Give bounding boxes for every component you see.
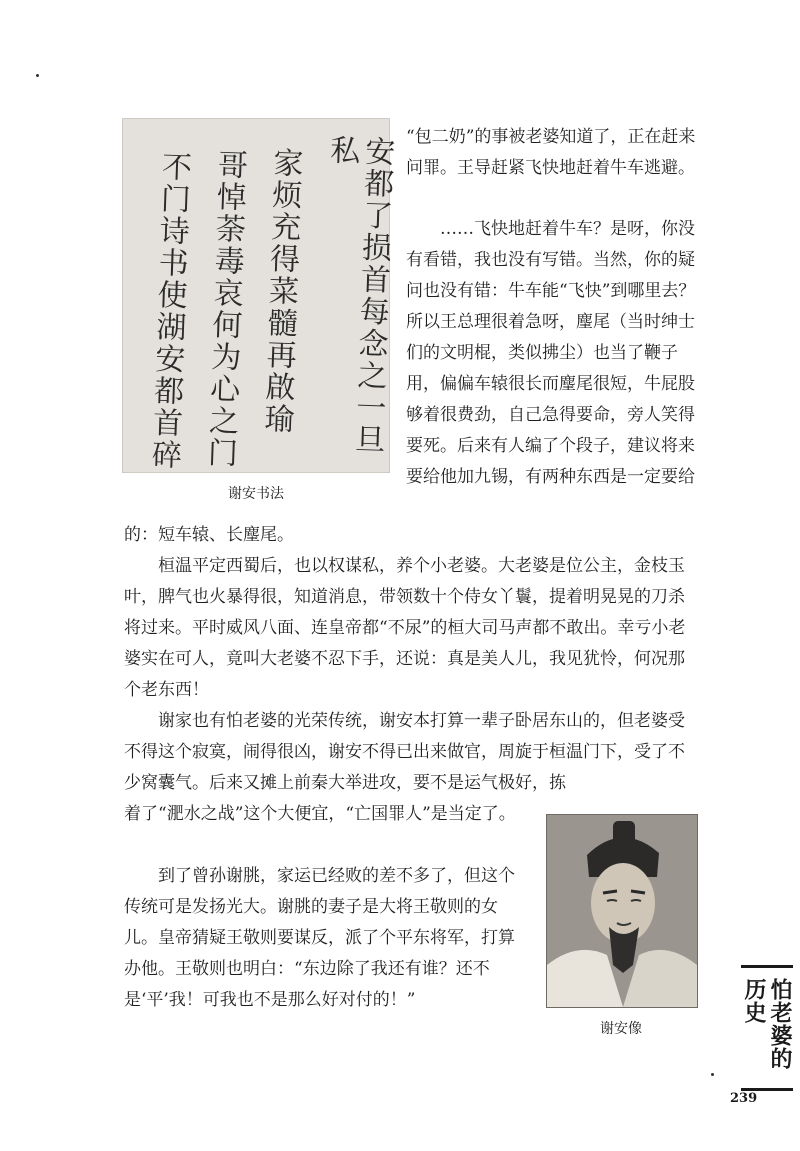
scan-speck (36, 74, 39, 77)
paragraph-ox-cart: ……飞快地赶着牛车？是呀，你没有看错，我也没有写错。当然，你的疑问也没有错：牛车能“飞快”到哪里去？所以王总理很着急呀，麈尾（当时绅士们的文明棍，类似拂尘）也当了鞭子用，偏偏车辕很长而麈尾很短，牛屁股够着很费劲，自己急得要命，旁人笑得要死。后来有人编了个段子，建议将来要给他加九锡，有两种东西是一定要给 (406, 219, 696, 487)
page-number: 239 (730, 1091, 758, 1106)
paragraph-ox-cart-end: 的：短车辕、长麈尾。 (124, 525, 294, 545)
calligraphy-image (122, 118, 395, 473)
paragraph-huan-wen: 桓温平定西蜀后，也以权谋私，养个小老婆。大老婆是位公主，金枝玉叶，脾气也火暴得很，知道消息，带领数十个侍女丫鬟，提着明晃晃的刀杀将过来。平时威风八面、连皇帝都“不尿”的桓大司马声都不敢出。幸亏小老婆实在可人，竟叫大老婆不忍下手，还说：真是美人儿，我见犹怜，何况那个老东西！ (124, 556, 686, 700)
paragraph-xie-an: 谢家也有怕老婆的光荣传统，谢安本打算一辈子卧居东山的，但老婆受不得这个寂寞，闹得很凶，谢安不得已出来做官，周旋于桓温门下，受了不少窝囊气。后来又摊上前秦大举进攻，要不是运气极好，拣 (124, 711, 685, 793)
book-title: 怕老婆的历史 (741, 978, 793, 1070)
paragraph-xie-tiao: 到了曾孙谢朓，家运已经败的差不多了，但这个传统可是发扬光大。谢朓的妻子是大将王敬则的女儿。皇帝猜疑王敬则要谋反，派了个平东将军，打算办他。王敬则也明白：“东边除了我还有谁？还不是‘平’我！可我也不是那么好对付的！” (124, 866, 515, 1010)
running-title (741, 965, 793, 1091)
calligraphy-column: 哥悼荼毒哀何为心之门 (201, 148, 248, 470)
calligraphy-caption: 谢安书法 (228, 486, 284, 502)
paragraph-xie-an-end: 着了“淝水之战”这个大便宜，“亡国罪人”是当定了。 (124, 804, 516, 824)
portrait-caption: 谢安像 (600, 1021, 642, 1037)
title-rule-top (741, 965, 793, 968)
xie-an-portrait-image (546, 814, 698, 1008)
paragraph-intro: “包二奶”的事被老婆知道了，正在赶来问罪。王导赶紧飞快地赶着牛车逃避。 (406, 127, 696, 178)
calligraphy-column: 不门诗书使湖安都首碎 (145, 150, 192, 472)
scan-speck (711, 1073, 714, 1076)
calligraphy-column: 家烦充得菜髓再啟瑜 (257, 146, 304, 436)
calligraphy-column: 安都了损首每念之一旦私 (323, 133, 395, 457)
